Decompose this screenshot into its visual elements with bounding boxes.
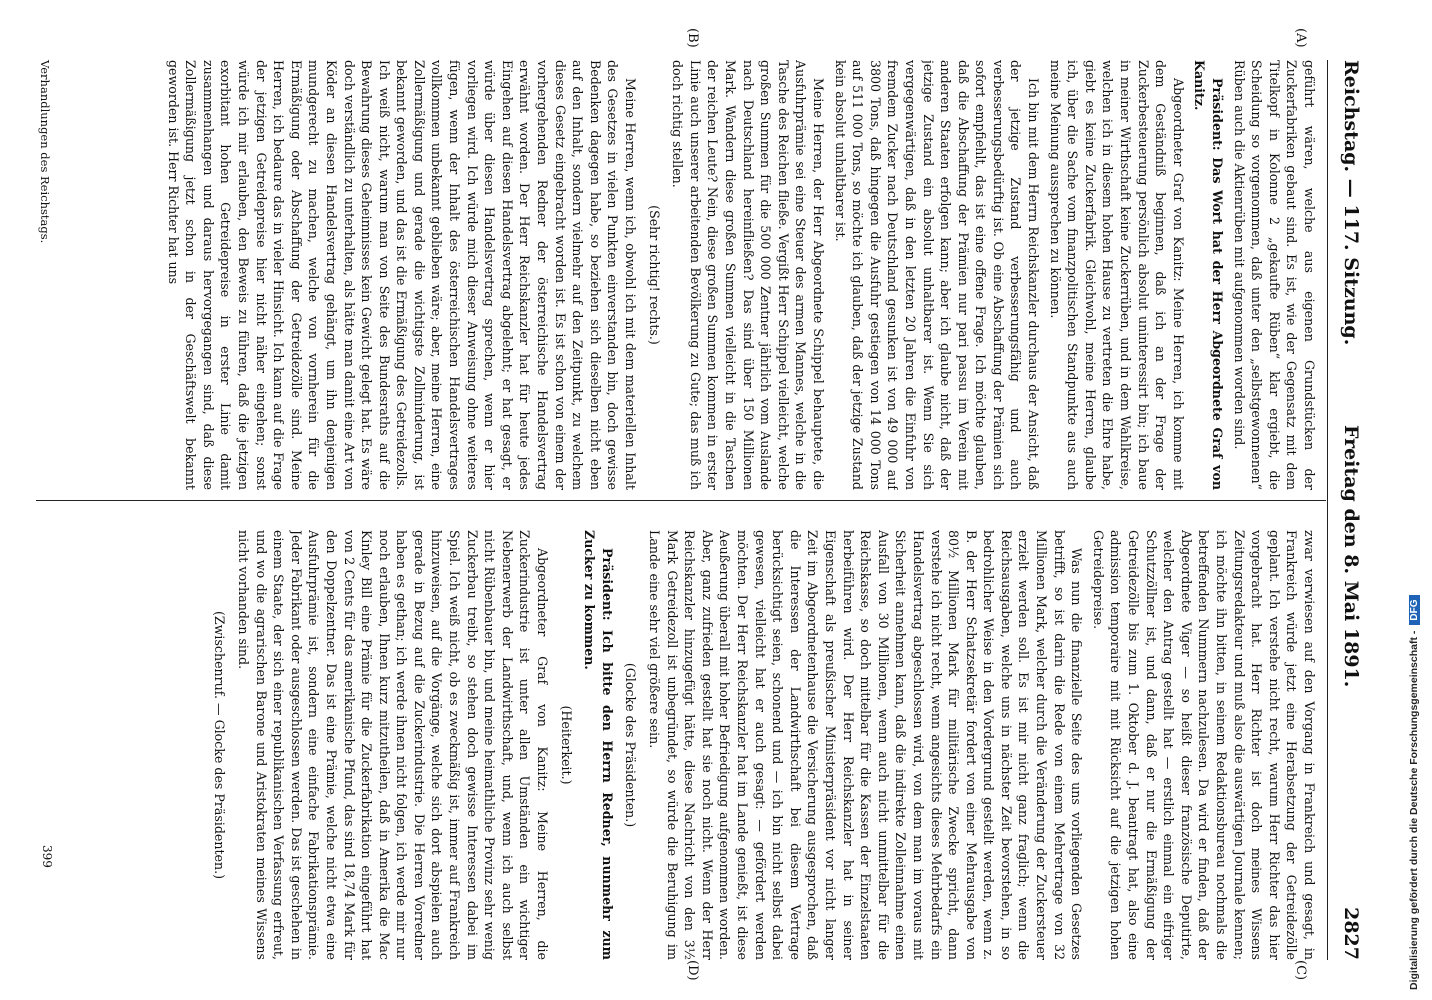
paragraph: geführt wären, welche aus eigenen Grundstücken der Zuckerfabriken gebaut sind. Es ist, wie der Gegensatz mit dem Titelkopf in Kolonne 2 „gekaufte Rüben“ klar ergiebt, die Scheidung so vorgenommen, daß unter den „selbstgewonnenen“ Rüben auch die Aktienrüben mit aufgenommen worden sind. <box>1231 60 1317 490</box>
interjection: (Glocke des Präsidenten.) <box>623 662 639 828</box>
digitization-strip <box>1400 0 1432 1000</box>
page-header <box>1332 60 1362 960</box>
paragraph: Meine Herren, der Herr Abgeordnete Schippel behauptete, die Ausfuhrprämie sei eine Steuer des armen Mannes, welche in die Tasche des Reichen fließe. Vergißt Herr Schippel vielleicht, welche großen Summen für die 500 000 Zentner jährlich vom Auslande nach Deutschland hereinfließen? Das sind über 150 Millionen Mark. Wandern diese großen Summen vielleicht in die Taschen der reichen Leute? Nein, diese großen Summen kommen in erster Linie auch unserer arbeitenden Bevölkerung zu Gute; das muß ich doch richtig stellen. <box>670 60 826 490</box>
header-rule <box>1327 60 1328 960</box>
interjection: (Zwischenruf. — Glocke des Präsidenten.) <box>212 610 228 880</box>
paragraph: Abgeordneter Graf von Kanitz: Meine Herren, ich komme mit dem Geständniß beginnen, daß ich an der Frage der Zuckerbesteuerung persönlich absolut uninteressirt bin; ich baue in meiner Wirthschaft keine Zuckerrüben, und in dem Wahlkreise, welchen ich in diesem hohen Hause zu vertreten die Ehre habe, giebt es keine Zuckerfabrik. Gleichwohl, meine Herren, glaube ich, über die Sache vom finanzpolitischen Standpunkte aus auch meine Meinung aussprechen zu können. <box>1047 60 1186 490</box>
paragraph: Was nun die finanzielle Seite des uns vorliegenden Gesetzes betrifft, so ist darin die Rede von einem Mehrertrage von 32 Millionen Mark, welcher durch die Veränderung der Zuckersteuer erzielt werden soll. Es ist mir nicht ganz fraglich; wenn die Reichsausgaben, welche uns in nächster Zeit bevorstehen, in so bedrohlicher Weise in den Vordergrund gestellt werden, wenn z. B. der Herr Schatzsekretär fordert von einer Mehrausgabe von 80½ Millionen Mark für militärische Zwecke spricht, dann verstehe ich nicht recht, wenn angesichts dieses Mehrbedarfs ein Handelsvertrag abgeschlossen wird, von dem man im voraus mit Sicherheit annehmen kann, daß die indirekte Zolleinnahme einen Ausfall von 30 Millionen, wenn auch nicht unmittelbar für die Reichskasse, so doch mittelbar für die Kassen der Einzelstaaten herbeiführen wird. Der Herr Reichskanzler hat in seiner Eigenschaft als preußischer Ministerpräsident vor nicht langer Zeit im Abgeordnetenhause die Versicherung ausgesprochen, daß die Interessen der Landwirthschaft bei diesem Vertrage berücksichtigt seien, schonend und — ich bin nicht selbst dabei gewesen, vielleicht hat er auch gesagt: — gefördert werden möchten. Der Herr Reichskanzler hat im Lande genießt, ist diese Aeußerung überall mit hoher Befriedigung aufgenommen worden. Aber, ganz zufrieden gestellt hat sie noch nicht. Wenn der Herr Reichskanzler hinzugefügt hätte, diese Nachricht von den 3½ Mark Getreidezoll ist unbegründet, so würde die Beruhigung im Lande eine sehr viel größere sein. <box>647 530 1085 960</box>
header-page-number: 2827 <box>1340 907 1362 960</box>
paragraph: Präsident: Das Wort hat der Herr Abgeordnete Graf von Kanitz. <box>1192 60 1226 490</box>
margin-mark-a: (A) <box>1293 28 1308 48</box>
interjection: (Sehr richtig! rechts.) <box>646 205 662 345</box>
right-column <box>58 530 1318 960</box>
digitization-note <box>1408 0 1420 990</box>
left-column <box>58 60 1318 490</box>
header-date: Freitag den 8. Mai 1891. <box>1340 425 1362 688</box>
interjection: (Heiterkeit.) <box>558 705 574 785</box>
bottom-page-number: 399 <box>40 845 54 868</box>
header-left: Reichstag. — 117. Sitzung. <box>1340 60 1362 346</box>
dfg-logo: DFG <box>1409 596 1420 625</box>
paragraph: Ich bin mit dem Herrn Reichskanzler durchaus der Ansicht, daß der jetzige Zustand verbesserungsfähig und auch verbesserungsbedürftig ist. Ob eine Abschaffung der Prämien sich sofort empfiehlt, das ist eine offene Frage. Ich möchte glauben, daß die Abschaffung der Prämien nur pari passu im Verein mit anderen Staaten erfolgen kann; aber ich glaube nicht, daß der jetzige Zustand ein absolut unhaltbarer ist. Wenn Sie sich vergegenwärtigen, daß in den letzten 20 Jahren die Einfuhr von fremdem Zucker nach Deutschland gesunken ist von 49 000 auf 3800 Tons, daß hingegen die Ausfuhr gestiegen von 14 000 Tons auf 511 000 Tons, so möchte ich glauben, daß der jetzige Zustand kein absolut unhaltbarer ist. <box>832 60 1042 490</box>
margin-mark-b: (B) <box>685 28 700 48</box>
paragraph: Präsident: Ich bitte den Herrn Redner, nunmehr zum Zucker zu kommen. <box>582 530 615 960</box>
margin-mark-c: (C) <box>1293 960 1308 981</box>
footer-note: Verhandlungen des Reichstags. <box>38 60 52 244</box>
column-divider <box>36 500 1326 501</box>
digitization-text: Digitalisierung gefördert durch die Deutsche Forschungsgemeinschaft - <box>1408 630 1420 990</box>
margin-mark-d: (D) <box>685 960 700 981</box>
paragraph: Meine Herren, wenn ich, obwohl ich mit dem materiellen Inhalt des Gesetzes in vielen Punkten einverstanden bin, doch gewisse Bedenken dagegen habe, so beziehen sich dieselben nicht eben auf den Inhalt, sondern vielmehr auf den Zeitpunkt, zu welchem dieses Gesetz eingebracht worden ist. Es ist schon von einem der vorhergehenden Redner der österreichische Handelsvertrag erwähnt worden. Der Herr Reichskanzler hat für heute jedes Eingehen auf diesen Handelsvertrag abgelehnt; er hat gesagt, er würde über diesen Handelsvertrag sprechen, wenn er hier vorliegen wird. Ich würde mich dieser Anweisung ohne weiteres fügen, wenn der Inhalt des österreichischen Handelsvertrages vollkommen unbekannt geblieben wäre; aber, meine Herren, eine Zollermäßigung und gerade die wichtigste Zollminderung, ist bekannt geworden, und das ist die Ermäßigung des Getreidezolls. Ich weiß nicht, warum man von Seite des Bundesraths auf die Bewahrung dieses Geheimnisses kein Gewicht gelegt hat. Es wäre doch verständlich zu unterhalten, als hätte man damit eine Art von Köder an diesen Handelsvertrag gehängt, um ihn denjenigen mundgerecht zu machen, welche von vornherein für die Ermäßigung oder Abschaffung der Getreidezölle sind. Meine Herren, ich bedaure das in vieler Hinsicht. Ich kann auf die Frage der jetzigen Getreidepreise hier nicht näher eingehen; sonst würde ich mir erlauben, den Beweis zu führen, daß die jetzigen exorbitant hohen Getreidepreise in erster Linie damit zusammenhangen und daraus hervorgegangen sind, daß diese Zollermäßigung jetzt schon in der Geschäftswelt bekannt geworden ist. Herr Richter hat uns <box>165 60 639 490</box>
paragraph: Abgeordneter Graf von Kanitz: Meine Herren, die Zuckerindustrie ist unter allen Umständen ein wichtiger Nebenerwerb der Landwirthschaft, und, wenn ich auch selbst nicht Rübenbauer bin, und meine heimathliche Provinz sehr wenig Zuckerbau treibt, so stehen doch gewisse Interessen dabei im Spiel. Ich weiß nicht, ob es zweckmäßig ist, immer auf Frankreich hinzuweisen, auf die Vorgänge, welche sich dort abspielen auch gerade in Bezug auf die Zuckerindustrie. Die Herren Vorredner haben es gethan; ich werde ihnen nicht folgen, ich werde mir nur noch erlauben, Ihnen kurz mitzutheilen, daß in Amerika die Mac Kinley Bill eine Prämie für die Zuckerfabrikation eingeführt hat von 2 Cents für das amerikanische Pfund, das sind 18,74 Mark für den Doppelzentner. Das ist eine Prämie, welche nicht etwa eine Ausfuhrprämie ist, sondern eine einfache Fabrikationsprämie. Jeder Fabrikant oder ausgeschlossen werden. Das ist geschehen in einem Staate, der sich einer republikanischen Verfassung erfreut, und wo die agrarischen Barone und Aristokraten meines Wissens nicht vorhanden sind. <box>235 530 551 960</box>
paragraph: zwar verwiesen auf den Vorgang in Frankreich und gesagt, in Frankreich würde jetzt eine Herabsetzung der Getreidezölle geplant. Ich verstehe nicht recht, warum Herr Richter das hier vorgebracht hat. Herr Richter ist doch meines Wissens Zeitungsredakteur und muß also die auswärtigen Journale kennen; ich möchte ihn bitten, in seinem Redaktionsbureau nochmals die betreffenden Nummern nachzulesen. Da wird er finden, daß der Abgeordnete Viger — so heißt dieser französische Deputirte, welcher den Antrag gestellt hat — erstlich einmal ein eifriger Schutzzöllner ist, und dann, daß er nur die Ermäßigung der Getreidezölle bis zum 1. Oktober d. J. beantragt hat, also eine admission temporaire mit mit Rücksicht auf die jetzigen hohen Getreidepreise. <box>1090 530 1317 960</box>
